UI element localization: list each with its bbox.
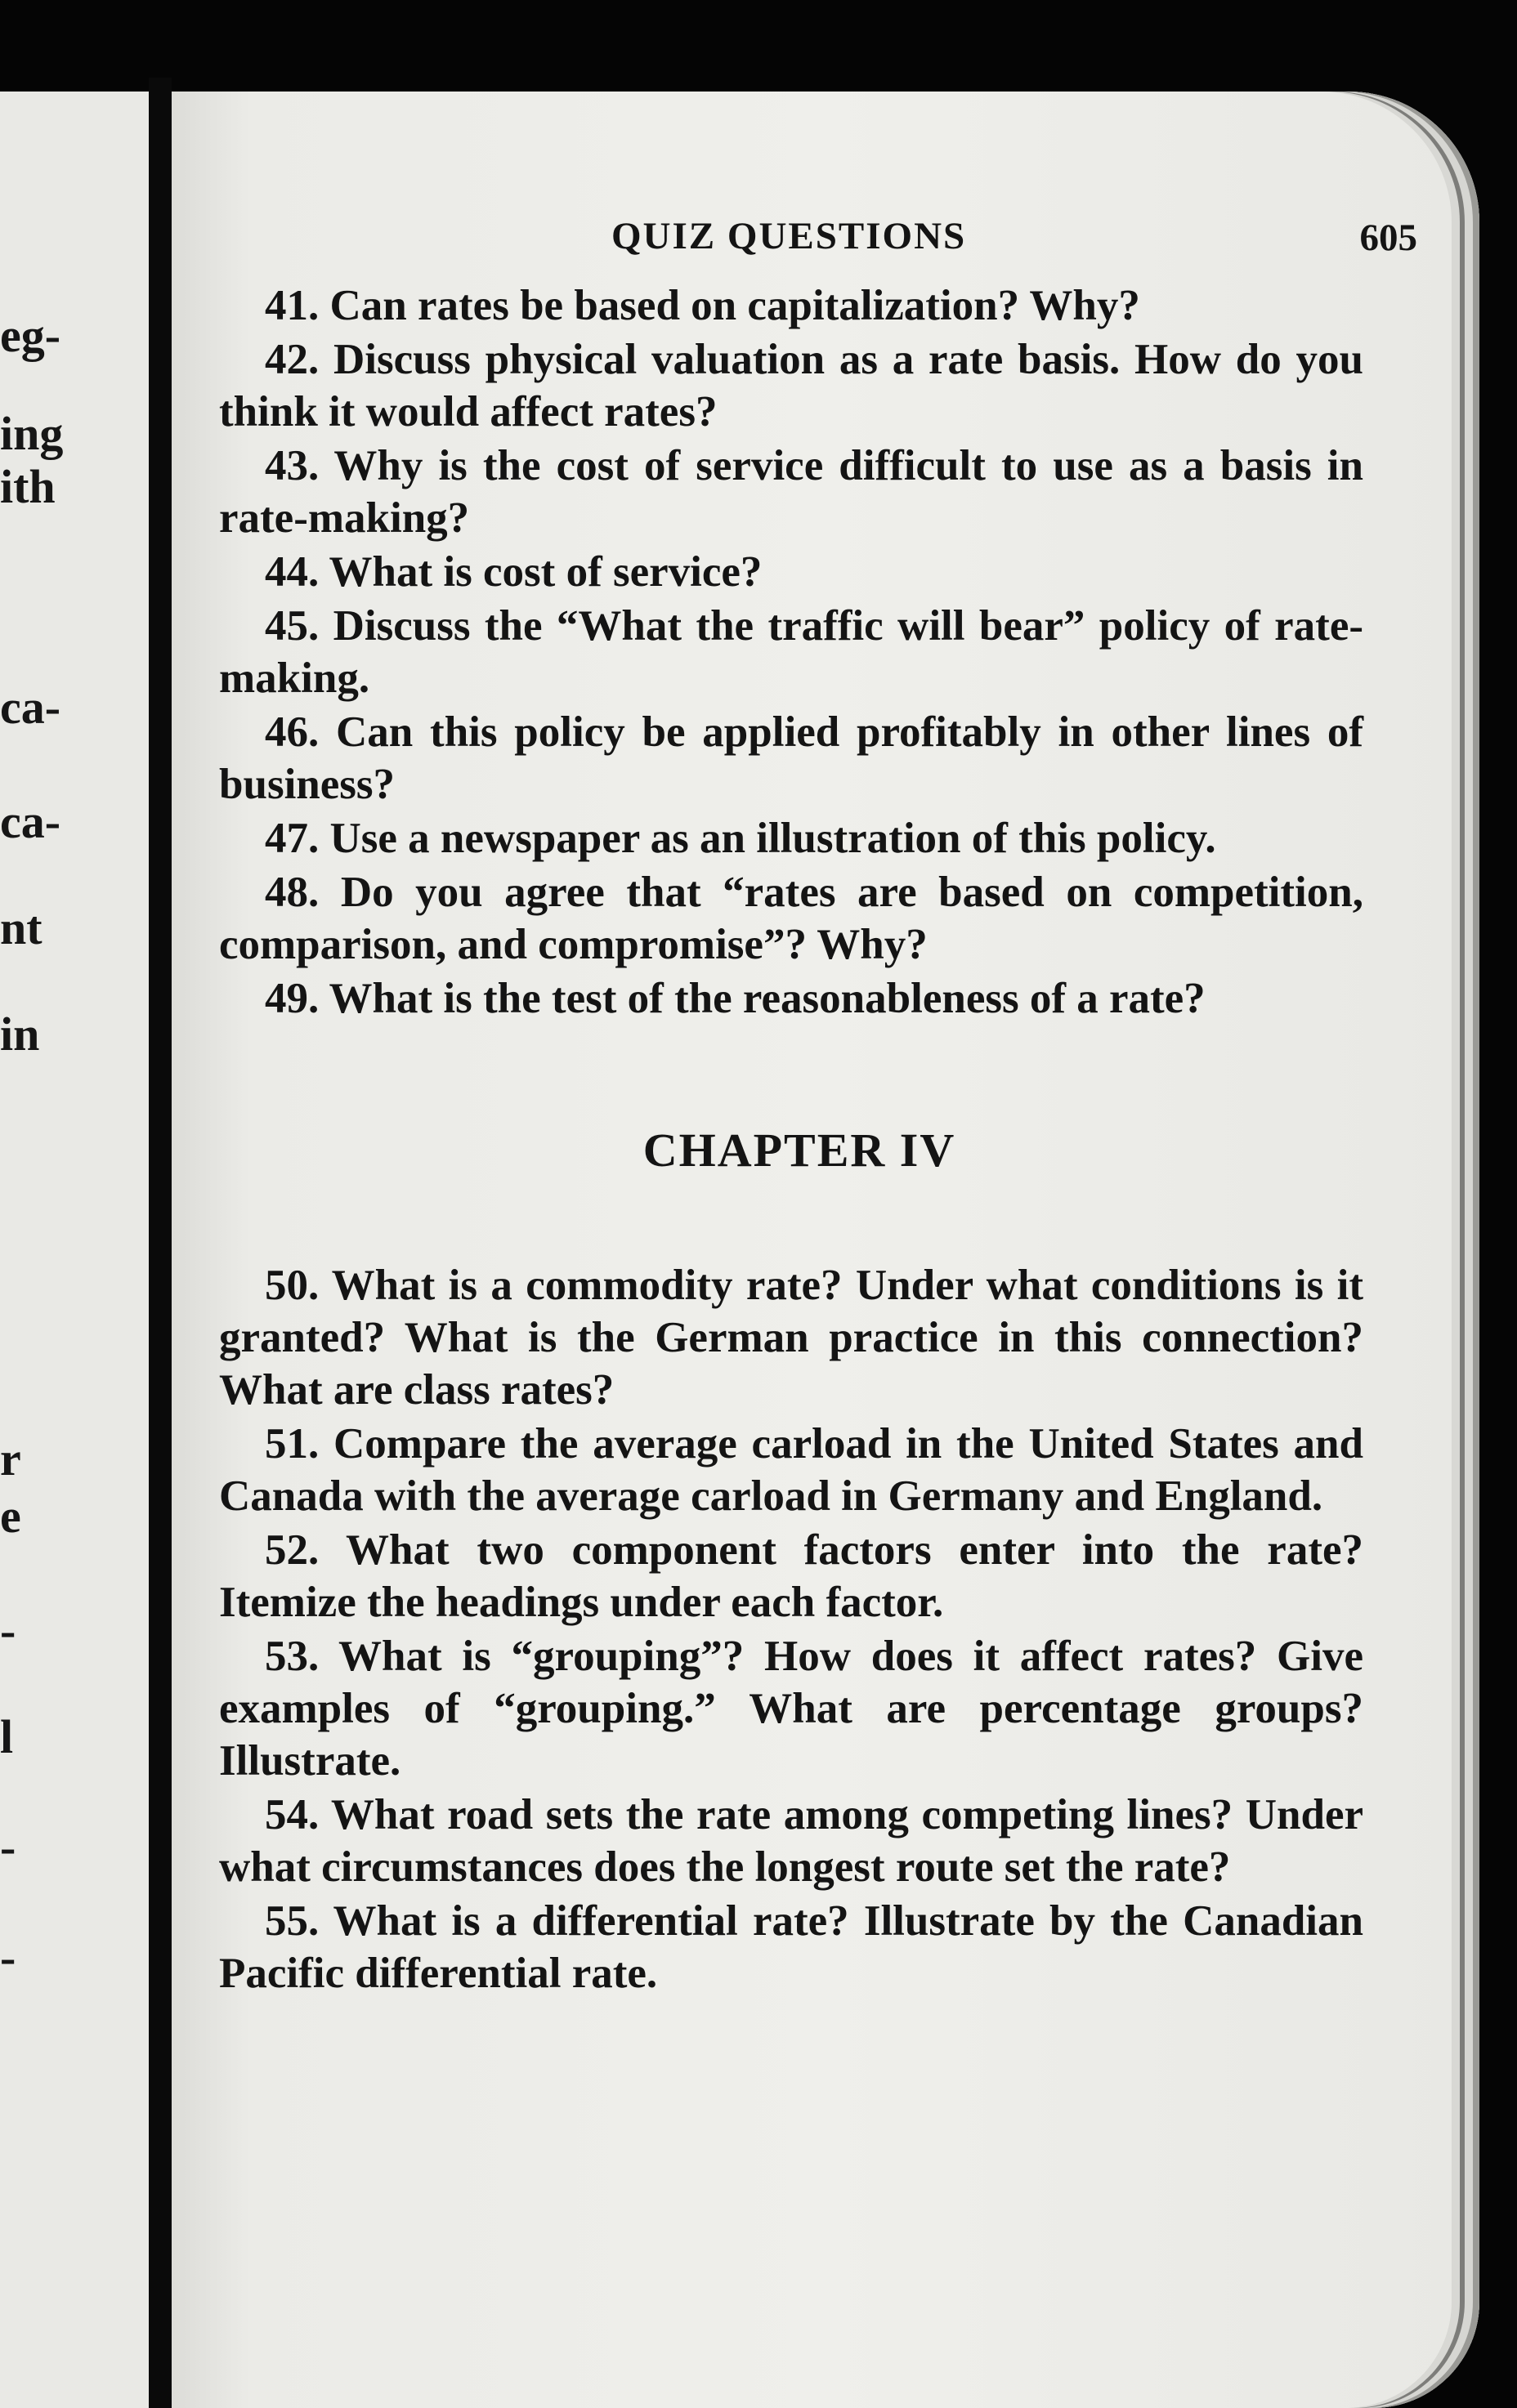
left-fragment-7: in xyxy=(0,1007,40,1061)
question-text: Use a newspaper as an illustration of this policy. xyxy=(329,815,1216,862)
left-fragment-3: ith xyxy=(0,460,56,513)
question-number: 51. xyxy=(265,1420,320,1468)
question-text: What is cost of service? xyxy=(329,548,763,596)
question-text: What is the test of the reasonableness of a rate? xyxy=(329,975,1206,1022)
left-fragment-1: eg- xyxy=(0,309,61,362)
left-fragment-2: ing xyxy=(0,407,64,460)
question-number: 41. xyxy=(265,282,320,329)
question-item xyxy=(219,1630,1363,1787)
question-text: Can this policy be applied profitably in other lines of business? xyxy=(219,708,1363,808)
running-title: QUIZ QUESTIONS xyxy=(611,215,967,257)
question-number: 48. xyxy=(265,869,320,916)
question-text: What is a commodity rate? Under what conditions is it granted? What is the German practice in this connection? What are class rates? xyxy=(219,1262,1363,1414)
left-fragment-9: e xyxy=(0,1490,21,1543)
question-number: 44. xyxy=(265,548,320,596)
left-fragment-4: ca- xyxy=(0,681,61,734)
question-text: Discuss physical valuation as a rate basis. How do you think it would affect rates? xyxy=(219,336,1363,436)
question-item xyxy=(219,1259,1363,1416)
book-page xyxy=(172,92,1479,2408)
running-head xyxy=(219,214,1417,279)
question-text: Can rates be based on capitalization? Why? xyxy=(329,282,1140,329)
left-fragment-10: - xyxy=(0,1604,16,1657)
question-number: 52. xyxy=(265,1526,320,1574)
question-item xyxy=(219,706,1363,811)
question-item xyxy=(219,1789,1363,1893)
question-item xyxy=(219,1418,1363,1522)
question-item xyxy=(219,333,1363,438)
question-number: 45. xyxy=(265,602,320,650)
question-number: 47. xyxy=(265,815,320,862)
book-spine xyxy=(149,78,172,2408)
question-number: 55. xyxy=(265,1897,320,1945)
question-item xyxy=(219,1895,1363,1999)
question-text: Why is the cost of service difficult to use as a basis in rate-making? xyxy=(219,442,1363,542)
question-number: 42. xyxy=(265,336,320,383)
question-text: What is “grouping”? How does it affect rates? Give examples of “grouping.” What are percentage groups? Illustrate. xyxy=(219,1633,1363,1785)
question-number: 50. xyxy=(265,1262,320,1309)
question-number: 43. xyxy=(265,442,320,489)
left-fragment-13: - xyxy=(0,1931,16,1984)
left-fragment-12: - xyxy=(0,1821,16,1874)
question-item xyxy=(219,866,1363,971)
chapter-heading: CHAPTER IV xyxy=(642,1124,956,1177)
question-number: 53. xyxy=(265,1633,320,1680)
question-item xyxy=(219,1524,1363,1628)
questions-section-1 xyxy=(219,279,1363,1025)
question-number: 54. xyxy=(265,1791,320,1838)
left-facing-page xyxy=(0,92,149,2408)
question-number: 49. xyxy=(265,975,320,1022)
question-text: Compare the average carload in the United States and Canada with the average carload in Germany and England. xyxy=(219,1420,1363,1520)
question-text: Do you agree that “rates are based on competition, comparison, and compromise”? Why? xyxy=(219,869,1364,968)
question-item xyxy=(219,600,1363,704)
page-content xyxy=(219,214,1417,2001)
page-number: 605 xyxy=(1359,217,1417,259)
question-text: What road sets the rate among competing lines? Under what circumstances does the longest route set the rate? xyxy=(219,1791,1363,1891)
question-item xyxy=(219,812,1363,864)
question-text: Discuss the “What the traffic will bear” policy of rate-making. xyxy=(219,602,1364,702)
left-fragment-6: nt xyxy=(0,901,43,954)
question-item xyxy=(219,546,1363,598)
left-fragment-11: l xyxy=(0,1710,14,1763)
left-fragment-8: r xyxy=(0,1432,21,1485)
question-number: 46. xyxy=(265,708,320,756)
question-text: What is a differential rate? Illustrate by the Canadian Pacific differential rate. xyxy=(219,1897,1363,1997)
question-text: What two component factors enter into the rate? Itemize the headings under each factor. xyxy=(219,1526,1364,1626)
question-item xyxy=(219,279,1363,332)
left-fragment-5: ca- xyxy=(0,795,61,848)
questions-section-2 xyxy=(219,1259,1363,1999)
question-item xyxy=(219,440,1363,544)
question-item xyxy=(219,972,1363,1025)
